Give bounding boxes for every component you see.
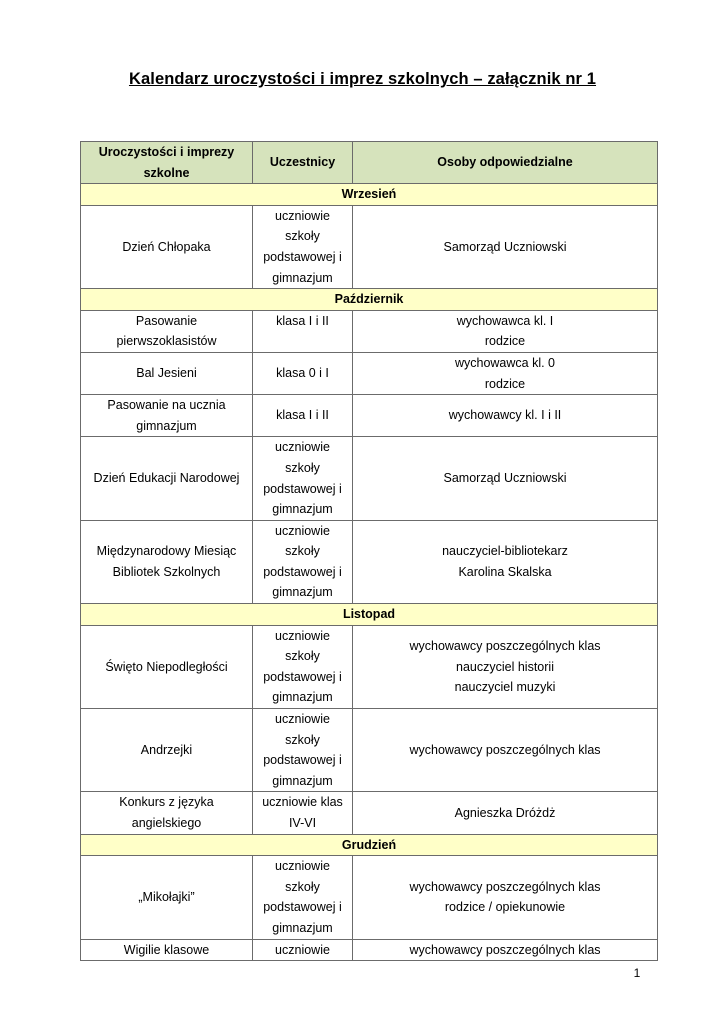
cell-line: Pasowanie na ucznia <box>107 398 226 413</box>
cell-line: klasa I i II <box>276 408 329 423</box>
events-calendar-table <box>80 141 658 961</box>
cell-line: podstawowej i <box>263 753 342 768</box>
responsible-cell <box>353 939 658 961</box>
table-row <box>81 792 658 834</box>
month-row-september <box>81 184 658 206</box>
month-row-november <box>81 604 658 626</box>
participants-cell <box>253 352 353 394</box>
cell-line: Międzynarodowy Miesiąc <box>96 544 237 559</box>
header-event-line: szkolne <box>143 165 190 180</box>
responsible-cell <box>353 856 658 939</box>
cell-line: Samorząd Uczniowski <box>443 471 567 486</box>
cell-line: uczniowie <box>275 942 330 957</box>
responsible-cell <box>353 310 658 352</box>
document-title: Kalendarz uroczystości i imprez szkolnych – załącznik nr 1 <box>128 70 597 88</box>
cell-line: uczniowie <box>275 712 330 727</box>
event-cell <box>81 625 253 708</box>
event-cell <box>81 856 253 939</box>
cell-line: klasa I i II <box>276 313 329 328</box>
event-cell <box>81 520 253 603</box>
cell-line: wychowawca kl. I <box>456 313 554 328</box>
header-participants: Uczestnicy <box>253 142 353 184</box>
table-row <box>81 395 658 437</box>
cell-line: wychowawcy poszczególnych klas <box>409 742 601 757</box>
cell-line: klasa 0 i I <box>276 366 329 381</box>
cell-line: gimnazjum <box>272 270 333 285</box>
month-label: Październik <box>81 289 658 311</box>
cell-line: szkoły <box>285 732 320 747</box>
cell-line: gimnazjum <box>136 418 197 433</box>
participants-cell <box>253 709 353 792</box>
responsible-cell <box>353 792 658 834</box>
cell-line: szkoły <box>285 649 320 664</box>
cell-line: gimnazjum <box>272 773 333 788</box>
cell-line: uczniowie <box>275 523 330 538</box>
cell-line: nauczyciel historii <box>456 659 554 674</box>
cell-line: wychowawcy poszczególnych klas <box>409 942 601 957</box>
event-cell <box>81 205 253 288</box>
cell-line: Agnieszka Dróżdż <box>454 805 556 820</box>
event-cell <box>81 310 253 352</box>
cell-line: rodzice <box>484 334 526 349</box>
table-row <box>81 437 658 520</box>
participants-cell <box>253 205 353 288</box>
table-row <box>81 310 658 352</box>
table-header-row <box>81 142 658 184</box>
cell-line: Święto Niepodległości <box>105 659 228 674</box>
responsible-cell <box>353 437 658 520</box>
cell-line: Bibliotek Szkolnych <box>112 564 221 579</box>
event-cell <box>81 352 253 394</box>
cell-line: uczniowie klas <box>262 795 343 810</box>
responsible-cell <box>353 395 658 437</box>
participants-cell <box>253 520 353 603</box>
responsible-cell <box>353 520 658 603</box>
cell-line: rodzice <box>484 376 526 391</box>
table-row <box>81 625 658 708</box>
participants-cell <box>253 395 353 437</box>
event-cell <box>81 939 253 961</box>
table-row <box>81 352 658 394</box>
cell-line: podstawowej i <box>263 900 342 915</box>
cell-line: uczniowie <box>275 440 330 455</box>
cell-line: wychowawca kl. 0 <box>454 355 556 370</box>
responsible-cell <box>353 352 658 394</box>
header-event-line: Uroczystości i imprezy <box>98 145 235 159</box>
participants-cell <box>253 625 353 708</box>
cell-line: Dzień Chłopaka <box>122 239 211 254</box>
cell-line: IV-VI <box>288 816 317 830</box>
event-cell <box>81 792 253 834</box>
header-responsible: Osoby odpowiedzialne <box>353 142 658 184</box>
cell-line: szkoły <box>285 229 320 244</box>
table-row <box>81 856 658 939</box>
month-label: Grudzień <box>81 834 658 856</box>
responsible-cell <box>353 625 658 708</box>
cell-line: uczniowie <box>275 859 330 874</box>
cell-line: uczniowie <box>275 628 330 643</box>
month-label: Listopad <box>81 604 658 626</box>
participants-cell <box>253 310 353 352</box>
cell-line: Dzień Edukacji Narodowej <box>93 471 240 486</box>
cell-line: Konkurs z języka <box>119 795 214 810</box>
cell-line: Bal Jesieni <box>136 366 197 381</box>
table-row <box>81 709 658 792</box>
header-event <box>81 142 253 184</box>
cell-line: wychowawcy kl. I i II <box>448 408 562 423</box>
cell-line: wychowawcy poszczególnych klas <box>409 638 601 653</box>
participants-cell <box>253 856 353 939</box>
cell-line: pierwszoklasistów <box>116 334 217 349</box>
responsible-cell <box>353 205 658 288</box>
cell-line: szkoły <box>285 544 320 559</box>
cell-line: podstawowej i <box>263 669 342 684</box>
cell-line: „Mikołajki” <box>138 890 195 905</box>
cell-line: Karolina Skalska <box>458 564 552 579</box>
cell-line: podstawowej i <box>263 481 342 496</box>
month-row-december <box>81 834 658 856</box>
event-cell <box>81 395 253 437</box>
cell-line: szkoły <box>285 879 320 894</box>
cell-line: wychowawcy poszczególnych klas <box>409 879 601 894</box>
cell-line: Pasowanie <box>135 313 198 328</box>
cell-line: angielskiego <box>131 816 202 830</box>
month-row-october <box>81 289 658 311</box>
cell-line: uczniowie <box>275 208 330 223</box>
cell-line: podstawowej i <box>263 249 342 264</box>
cell-line: nauczyciel-bibliotekarz <box>442 544 568 559</box>
cell-line: Andrzejki <box>140 742 193 757</box>
table-row <box>81 205 658 288</box>
month-label: Wrzesień <box>81 184 658 206</box>
participants-cell <box>253 939 353 961</box>
responsible-cell <box>353 709 658 792</box>
cell-line: gimnazjum <box>272 502 333 517</box>
cell-line: nauczyciel muzyki <box>454 680 556 695</box>
table-row <box>81 520 658 603</box>
page-number: 1 <box>633 966 641 980</box>
cell-line: gimnazjum <box>272 920 333 935</box>
event-cell <box>81 709 253 792</box>
cell-line: rodzice / opiekunowie <box>444 900 566 915</box>
cell-line: podstawowej i <box>263 564 342 579</box>
cell-line: szkoły <box>285 460 320 475</box>
cell-line: Samorząd Uczniowski <box>443 239 567 254</box>
participants-cell <box>253 792 353 834</box>
table-row <box>81 939 658 961</box>
cell-line: gimnazjum <box>272 690 333 705</box>
cell-line: gimnazjum <box>272 585 333 600</box>
participants-cell <box>253 437 353 520</box>
event-cell <box>81 437 253 520</box>
cell-line: Wigilie klasowe <box>123 942 210 957</box>
